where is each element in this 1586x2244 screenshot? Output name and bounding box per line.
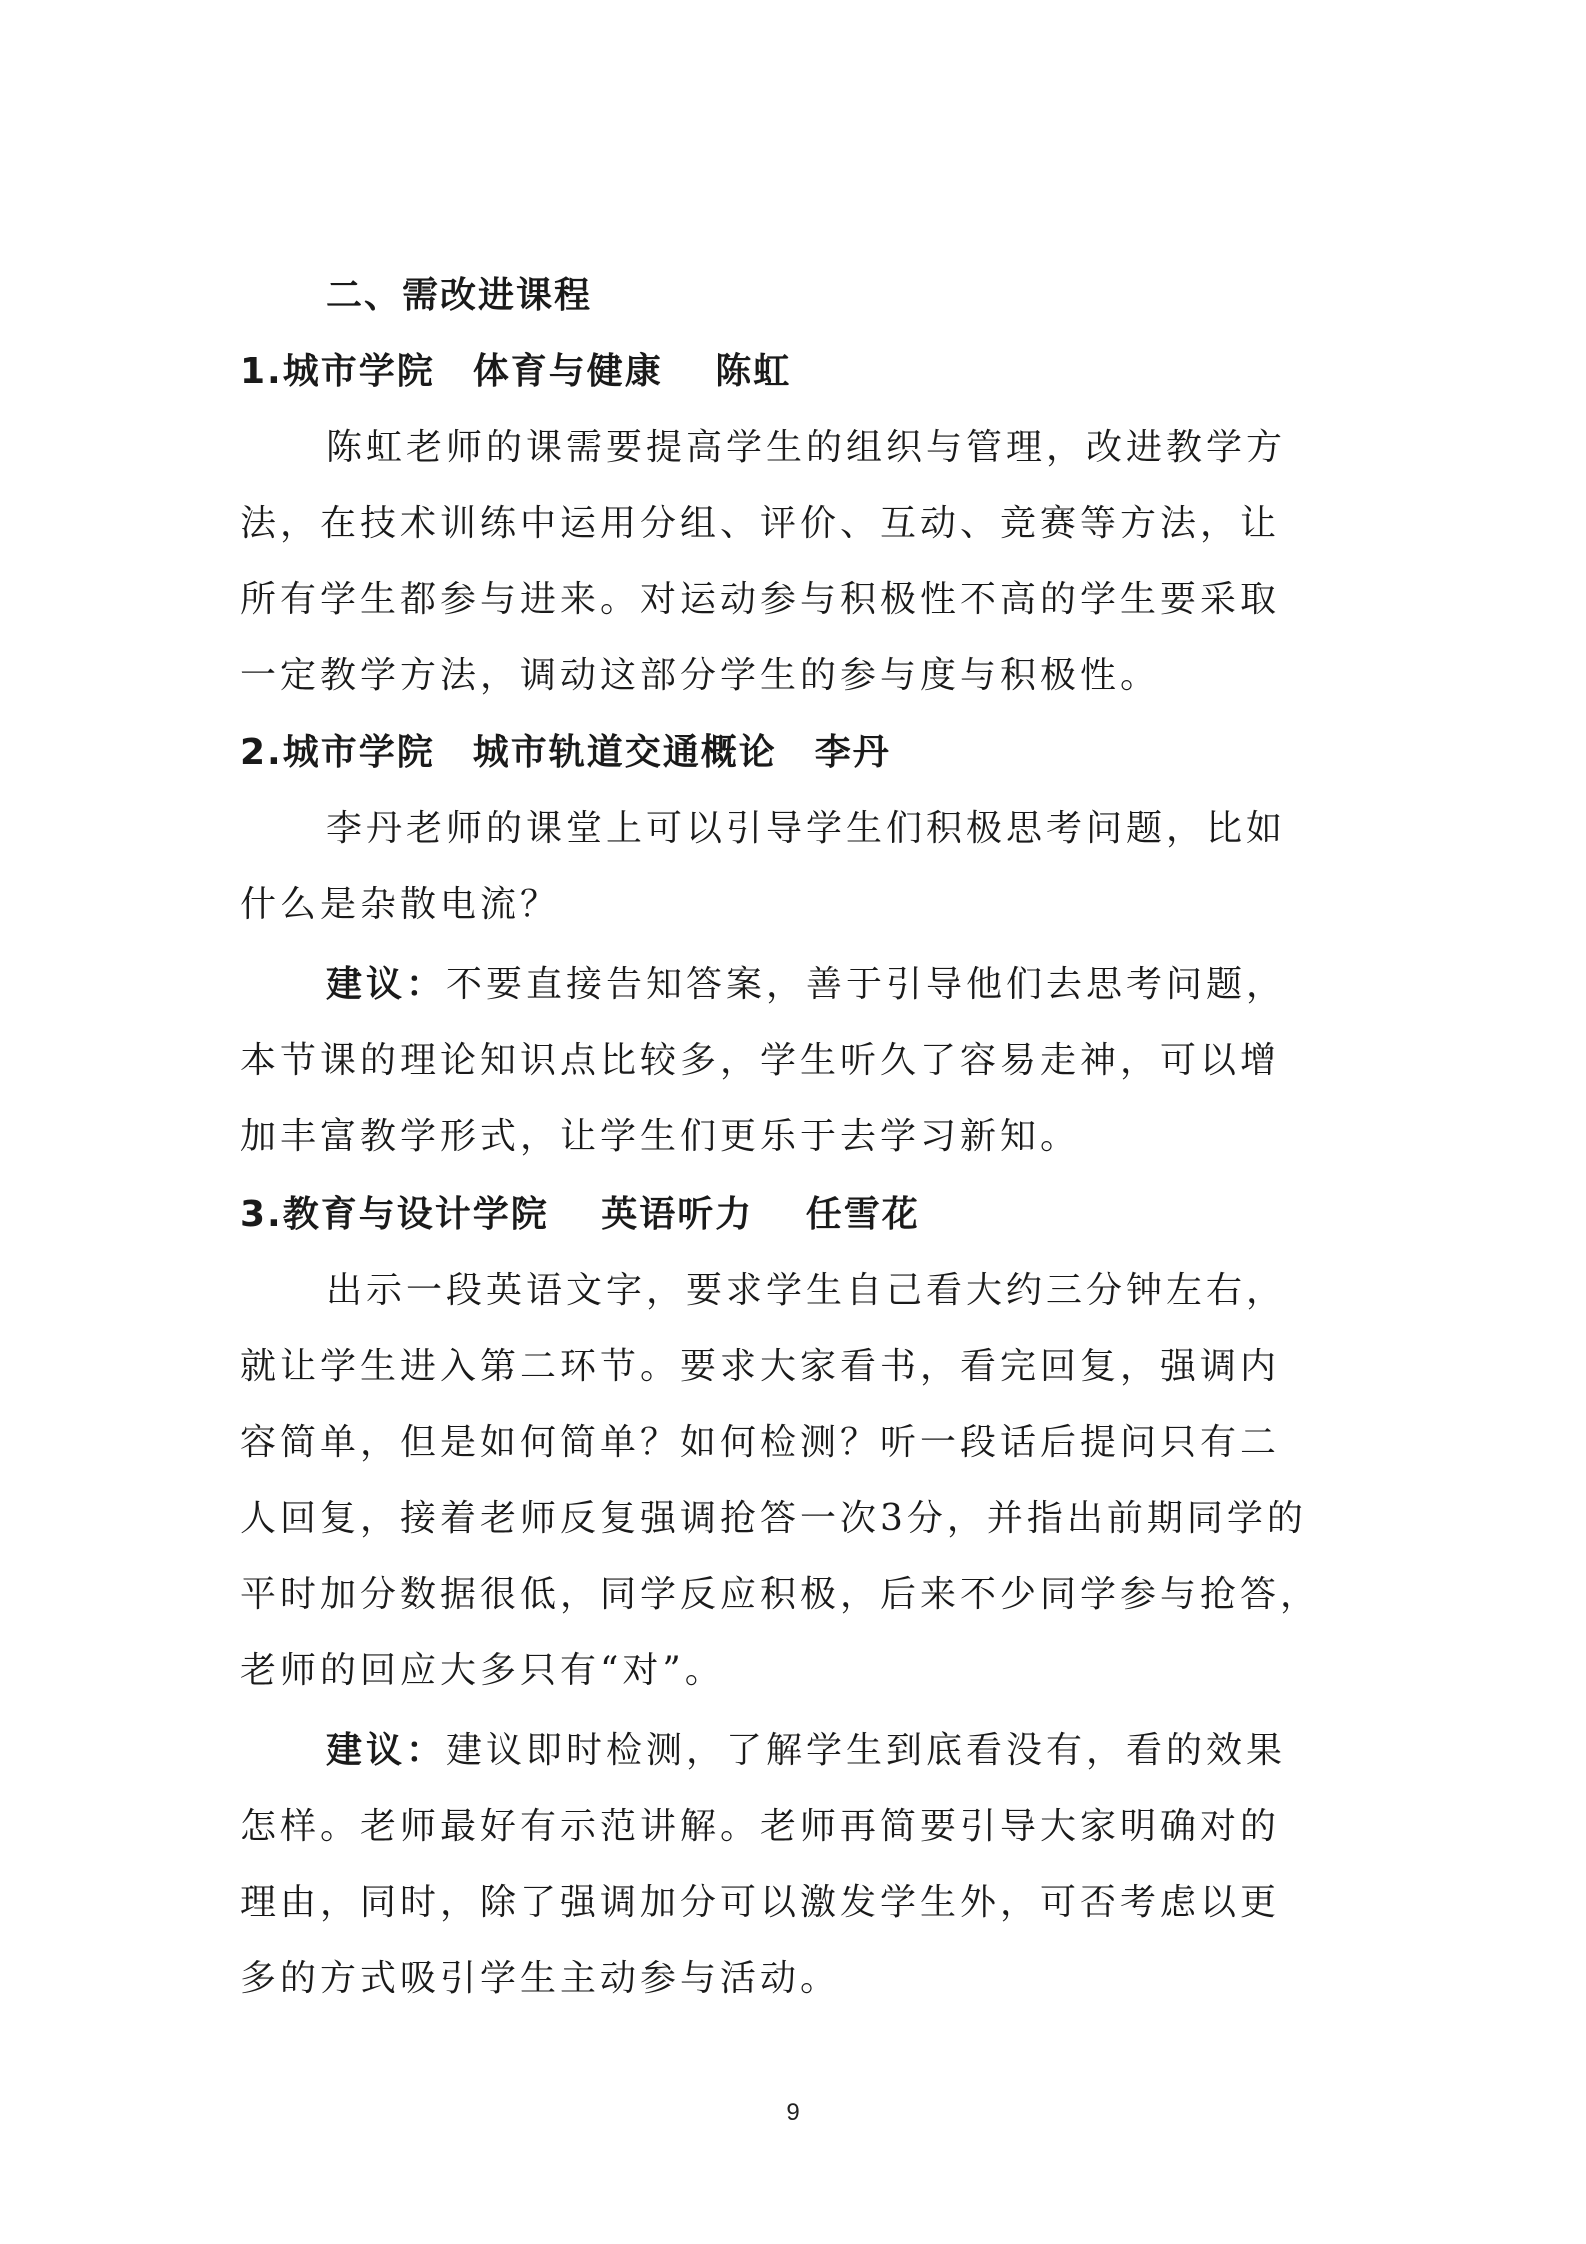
item-1-paragraph-line: 陈虹老师的课需要提高学生的组织与管理，改进教学方 <box>326 427 1287 468</box>
item-2-suggestion-label: 建议： <box>326 964 447 1005</box>
item-3-suggestion-line: 理由，同时，除了强调加分可以激发学生外，可否考虑以更 <box>240 1882 1281 1923</box>
item-2-suggestion-line: 本节课的理论知识点比较多，学生听久了容易走神，可以增 <box>240 1040 1281 1081</box>
item-3-paragraph-line: 容简单，但是如何简单？如何检测？听一段话后提问只有二 <box>240 1422 1281 1463</box>
item-3-suggestion-line <box>326 1727 1286 1775</box>
item-3-paragraph-line: 出示一段英语文字，要求学生自己看大约三分钟左右， <box>326 1270 1287 1311</box>
item-1-paragraph-line: 所有学生都参与进来。对运动参与积极性不高的学生要采取 <box>240 579 1281 620</box>
item-3-suggestion-line: 怎样。老师最好有示范讲解。老师再简要引导大家明确对的 <box>240 1806 1281 1847</box>
item-2-suggestion-text: 不要直接告知答案，善于引导他们去思考问题， <box>446 964 1287 1005</box>
item-2-suggestion-line <box>326 961 1286 1009</box>
item-3-suggestion-text: 建议即时检测，了解学生到底看没有，看的效果 <box>446 1730 1287 1771</box>
page-number: 9 <box>786 2099 800 2126</box>
section-title: 二、需改进课程 <box>326 275 593 316</box>
item-2-suggestion-line: 加丰富教学形式，让学生们更乐于去学习新知。 <box>240 1116 1081 1157</box>
item-3-paragraph-line: 就让学生进入第二环节。要求大家看书，看完回复，强调内 <box>240 1346 1281 1387</box>
item-2-paragraph-line: 李丹老师的课堂上可以引导学生们积极思考问题，比如 <box>326 808 1287 849</box>
item-2-heading: 2.城市学院 城市轨道交通概论 李丹 <box>240 732 891 773</box>
item-1-heading: 1.城市学院 体育与健康 陈虹 <box>240 351 792 392</box>
item-3-suggestion-label: 建议： <box>326 1730 447 1771</box>
item-3-paragraph-line: 平时加分数据很低，同学反应积极，后来不少同学参与抢答， <box>240 1574 1321 1615</box>
item-1-paragraph-line: 法，在技术训练中运用分组、评价、互动、竞赛等方法，让 <box>240 503 1281 544</box>
item-3-suggestion-line: 多的方式吸引学生主动参与活动。 <box>240 1958 841 1999</box>
item-2-paragraph-line: 什么是杂散电流？ <box>240 884 561 925</box>
item-3-paragraph-line: 老师的回应大多只有“对”。 <box>240 1650 725 1691</box>
item-1-paragraph-line: 一定教学方法，调动这部分学生的参与度与积极性。 <box>240 655 1161 696</box>
item-3-heading: 3.教育与设计学院 英语听力 任雪花 <box>240 1194 920 1235</box>
item-3-paragraph-line: 人回复，接着老师反复强调抢答一次3分，并指出前期同学的 <box>240 1498 1307 1539</box>
